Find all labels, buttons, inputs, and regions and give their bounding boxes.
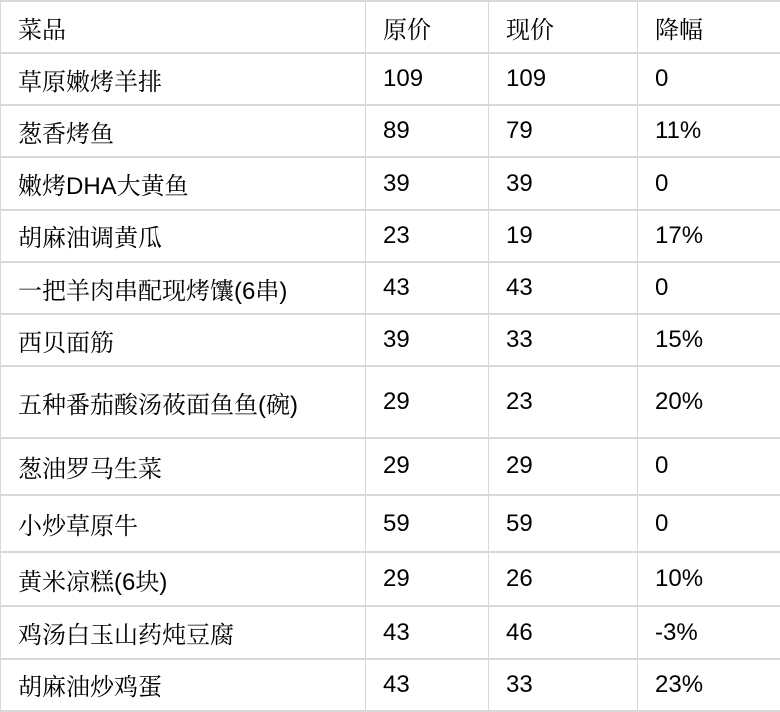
value-cell: 29 [489, 438, 638, 495]
value-cell: 109 [489, 53, 638, 105]
value-cell: 23 [366, 210, 489, 262]
dish-name-cell: 嫩烤DHA大黄鱼 [1, 157, 366, 209]
header-row [1, 1, 780, 53]
value-cell: 0 [638, 438, 780, 495]
table-row [1, 105, 780, 157]
value-cell: 0 [638, 157, 780, 209]
table-row [1, 552, 780, 606]
dish-name-cell: 西贝面筋 [1, 314, 366, 366]
table-row [1, 495, 780, 552]
table-row [1, 210, 780, 262]
value-cell: 0 [638, 262, 780, 314]
value-cell: 0 [638, 53, 780, 105]
value-cell: 10% [638, 552, 780, 606]
value-cell: 43 [366, 606, 489, 658]
table-row [1, 606, 780, 658]
value-cell: 26 [489, 552, 638, 606]
value-cell: 43 [366, 262, 489, 314]
value-cell: 59 [366, 495, 489, 552]
value-cell: 43 [489, 262, 638, 314]
value-cell: 109 [366, 53, 489, 105]
dish-name-cell: 一把羊肉串配现烤馕(6串) [1, 262, 366, 314]
table-row [1, 366, 780, 437]
dish-name-cell: 胡麻油调黄瓜 [1, 210, 366, 262]
value-cell: -3% [638, 606, 780, 658]
value-cell: 23% [638, 659, 780, 711]
dish-name-cell: 胡麻油炒鸡蛋 [1, 659, 366, 711]
value-cell: 20% [638, 366, 780, 437]
column-header-1: 原价 [366, 1, 489, 53]
dish-name-cell: 小炒草原牛 [1, 495, 366, 552]
dish-name-cell: 草原嫩烤羊排 [1, 53, 366, 105]
value-cell: 29 [366, 438, 489, 495]
value-cell: 11% [638, 105, 780, 157]
value-cell: 15% [638, 314, 780, 366]
table-row [1, 659, 780, 711]
value-cell: 89 [366, 105, 489, 157]
value-cell: 46 [489, 606, 638, 658]
value-cell: 0 [638, 495, 780, 552]
dish-name-cell: 葱香烤鱼 [1, 105, 366, 157]
table-row [1, 157, 780, 209]
value-cell: 17% [638, 210, 780, 262]
column-header-3: 降幅 [638, 1, 780, 53]
dish-name-cell: 鸡汤白玉山药炖豆腐 [1, 606, 366, 658]
dish-name-cell: 葱油罗马生菜 [1, 438, 366, 495]
value-cell: 79 [489, 105, 638, 157]
value-cell: 39 [366, 157, 489, 209]
dish-name-cell: 黄米凉糕(6块) [1, 552, 366, 606]
table-body [1, 53, 780, 711]
value-cell: 33 [489, 659, 638, 711]
table-row [1, 53, 780, 105]
value-cell: 29 [366, 366, 489, 437]
table-row [1, 314, 780, 366]
dish-name-cell: 五种番茄酸汤莜面鱼鱼(碗) [1, 366, 366, 437]
column-header-0: 菜品 [1, 1, 366, 53]
column-header-2: 现价 [489, 1, 638, 53]
table-row [1, 438, 780, 495]
value-cell: 39 [366, 314, 489, 366]
value-cell: 59 [489, 495, 638, 552]
value-cell: 23 [489, 366, 638, 437]
value-cell: 33 [489, 314, 638, 366]
value-cell: 39 [489, 157, 638, 209]
value-cell: 43 [366, 659, 489, 711]
value-cell: 19 [489, 210, 638, 262]
value-cell: 29 [366, 552, 489, 606]
table-row [1, 262, 780, 314]
